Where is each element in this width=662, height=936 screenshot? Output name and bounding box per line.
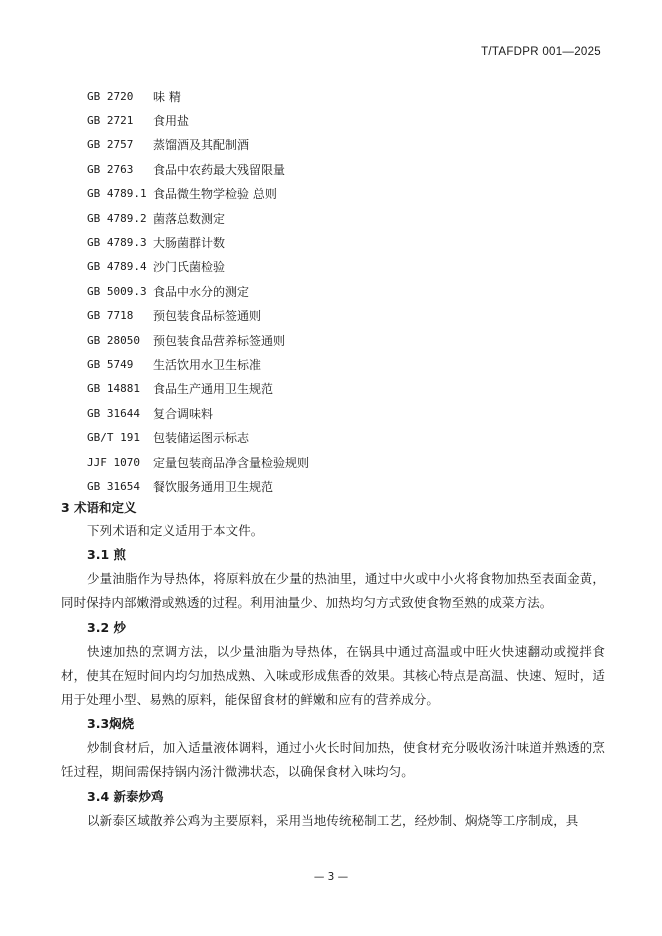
reference-title: 食品生产通用卫生规范 — [153, 382, 274, 397]
reference-code: GB 4789.2 — [87, 211, 147, 225]
reference-title: 沙门氏菌检验 — [153, 260, 226, 275]
standard-code-header: T/TAFDPR 001—2025 — [481, 46, 601, 58]
term-definition-xintai-chicken: 以新泰区域散养公鸡为主要原料，采用当地传统秘制工艺，经炒制、焖烧等工序制成，具 — [87, 812, 579, 828]
reference-title: 蒸馏酒及其配制酒 — [153, 138, 250, 153]
page-number: — 3 — — [313, 871, 349, 883]
reference-item — [87, 255, 309, 279]
reference-code: GB 4789.1 — [87, 187, 147, 201]
reference-item — [87, 425, 309, 449]
terms-and-definitions-section — [61, 497, 605, 833]
reference-item — [87, 352, 309, 376]
reference-item — [87, 304, 309, 328]
reference-item — [87, 108, 309, 132]
section-intro: 下列术语和定义适用于本文件。 — [87, 523, 264, 538]
section-heading: 3 术语和定义 — [61, 500, 137, 515]
reference-item — [87, 474, 309, 498]
reference-title: 食品中水分的测定 — [153, 284, 250, 299]
reference-code: GB 5009.3 — [87, 284, 147, 298]
term-heading-chao: 3.2 炒 — [87, 619, 126, 635]
term-definition-menshao: 炒制食材后，加入适量液体调料，通过小火长时间加热，使食材充分吸收汤汁味道并熟透的烹饪过程，期间需保持锅内汤汁微沸状态，以确保食材入味均匀。 — [61, 740, 605, 780]
reference-item — [87, 84, 309, 108]
reference-title: 定量包装商品净含量检验规则 — [153, 455, 310, 470]
reference-title: 预包装食品标签通则 — [153, 309, 262, 324]
reference-code: GB 5749 — [87, 357, 134, 371]
reference-code: GB 14881 — [87, 382, 140, 396]
reference-title: 复合调味料 — [153, 406, 214, 421]
reference-item — [87, 133, 309, 157]
reference-code: GB 2721 — [87, 114, 134, 128]
reference-item — [87, 206, 309, 230]
reference-item — [87, 157, 309, 181]
reference-item — [87, 182, 309, 206]
reference-code: GB 2757 — [87, 138, 134, 152]
reference-code: GB 4789.3 — [87, 236, 147, 250]
reference-item — [87, 450, 309, 474]
term-heading-menshao: 3.3焖烧 — [87, 716, 135, 732]
reference-code: GB 31654 — [87, 479, 140, 493]
reference-item — [87, 401, 309, 425]
reference-item — [87, 377, 309, 401]
reference-title: 餐饮服务通用卫生规范 — [153, 479, 274, 494]
reference-title: 味 精 — [153, 89, 181, 104]
reference-code: GB 28050 — [87, 333, 140, 347]
reference-code: GB 7718 — [87, 309, 134, 323]
reference-item — [87, 328, 309, 352]
reference-code: JJF 1070 — [87, 455, 140, 469]
reference-title: 食用盐 — [153, 114, 190, 129]
reference-item — [87, 279, 309, 303]
reference-title: 菌落总数测定 — [153, 211, 226, 226]
reference-title: 生活饮用水卫生标准 — [153, 357, 262, 372]
reference-code: GB 2720 — [87, 89, 134, 103]
reference-title: 大肠菌群计数 — [153, 236, 226, 251]
term-definition-jian: 少量油脂作为导热体，将原料放在少量的热油里，通过中火或中小火将食物加热至表面金黄，同时保持内部嫩滑或熟透的过程。利用油量少、加热均匀方式致使食物至熟的成菜方法。 — [61, 571, 605, 611]
reference-code: GB 31644 — [87, 406, 140, 420]
term-heading-jian: 3.1 煎 — [87, 547, 126, 563]
term-definition-chao: 快速加热的烹调方法，以少量油脂为导热体，在锅具中通过高温或中旺火快速翻动或搅拌食材，使其在短时间内均匀加热成熟、入味或形成焦香的效果。其核心特点是高温、快速、短时，适用于处理小型、易熟的原料，能保留食材的鲜嫩和应有的营养成分。 — [61, 643, 605, 708]
reference-title: 包装储运图示标志 — [153, 431, 250, 446]
reference-code: GB 4789.4 — [87, 260, 147, 274]
reference-code: GB 2763 — [87, 162, 134, 176]
reference-item — [87, 230, 309, 254]
reference-title: 预包装食品营养标签通则 — [153, 333, 286, 348]
reference-title: 食品中农药最大残留限量 — [153, 162, 286, 177]
reference-code: GB/T 191 — [87, 431, 140, 445]
term-heading-xintai-chicken: 3.4 新泰炒鸡 — [87, 788, 164, 804]
reference-title: 食品微生物学检验 总则 — [153, 187, 277, 202]
normative-references-list — [87, 84, 309, 499]
